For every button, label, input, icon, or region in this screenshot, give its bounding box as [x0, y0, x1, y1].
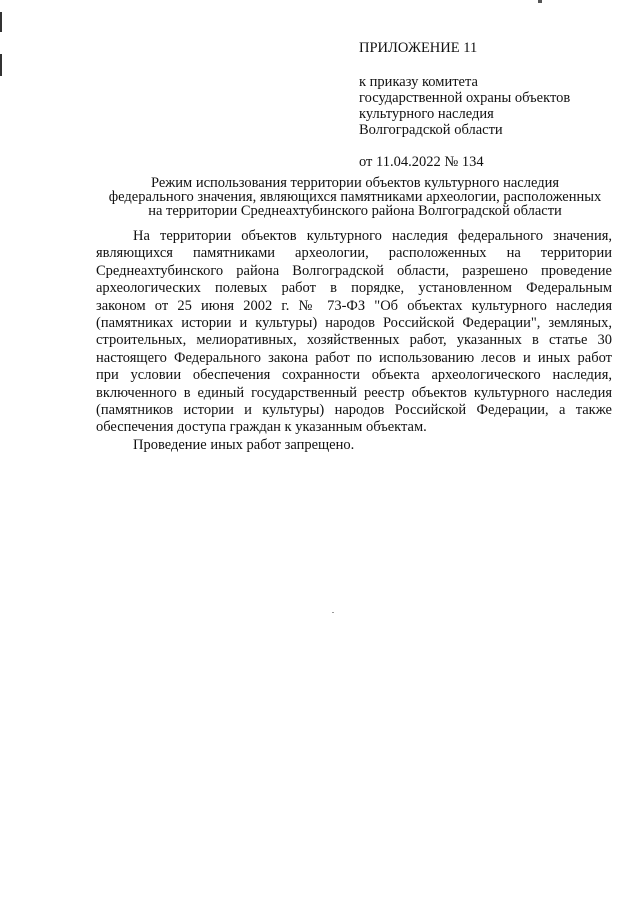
paragraph-line: археологических полевых работ в порядке, установленном Федеральным — [96, 280, 612, 297]
appendix-block — [359, 40, 619, 170]
body-paragraph-1 — [96, 228, 612, 437]
paragraph-line: На территории объектов культурного наследия федерального значения, — [133, 228, 612, 244]
paragraph-line: являющихся памятниками археологии, расположенных на территории — [96, 245, 612, 262]
document-title-line: на территории Среднеахтубинского района Волгоградской области — [148, 203, 562, 219]
scan-edge-mark — [0, 54, 2, 76]
paragraph-line: законом от 25 июня 2002 г. № 73-ФЗ "Об объектах культурного наследия — [96, 297, 612, 314]
appendix-order-line: к приказу комитета — [359, 74, 478, 90]
appendix-date-number: от 11.04.2022 № 134 — [359, 154, 484, 170]
paragraph-line: при условии обеспечения сохранности объекта археологического наследия, — [96, 367, 612, 384]
scan-edge-mark — [0, 12, 2, 32]
paragraph-line: (памятников истории и культуры) народов Российской Федерации, а также — [96, 402, 612, 419]
paragraph-line: обеспечения доступа граждан к указанным объектам. — [96, 419, 427, 436]
paragraph-line: (памятниках истории и культуры) народов Российской Федерации", земляных, — [96, 315, 612, 332]
scan-corner-mark — [538, 0, 542, 3]
body-paragraph-2: Проведение иных работ запрещено. — [133, 436, 355, 453]
appendix-order-line: культурного наследия — [359, 106, 494, 122]
paragraph-line: строительных, мелиоративных, хозяйственных работ, указанных в статье 30 — [96, 332, 612, 349]
document-body — [96, 228, 612, 454]
paragraph-line: настоящего Федерального закона работ по использованию лесов и иных работ — [96, 349, 612, 366]
appendix-order-reference — [359, 74, 619, 138]
document-title-line: Режим использования территории объектов культурного наследия — [150, 175, 560, 191]
appendix-order-line: Волгоградской области — [359, 122, 503, 138]
appendix-title: ПРИЛОЖЕНИЕ 11 — [359, 40, 478, 56]
document-title-line: федерального значения, являющихся памятниками археологии, расположенных — [108, 189, 602, 205]
appendix-order-line: государственной охраны объектов — [359, 90, 571, 106]
scan-speck — [332, 612, 334, 613]
paragraph-line: включенного в единый государственный реестр объектов культурного наследия — [96, 384, 612, 401]
paragraph-line: Среднеахтубинского района Волгоградской области, разрешено проведение — [96, 262, 612, 279]
document-title — [96, 176, 614, 218]
